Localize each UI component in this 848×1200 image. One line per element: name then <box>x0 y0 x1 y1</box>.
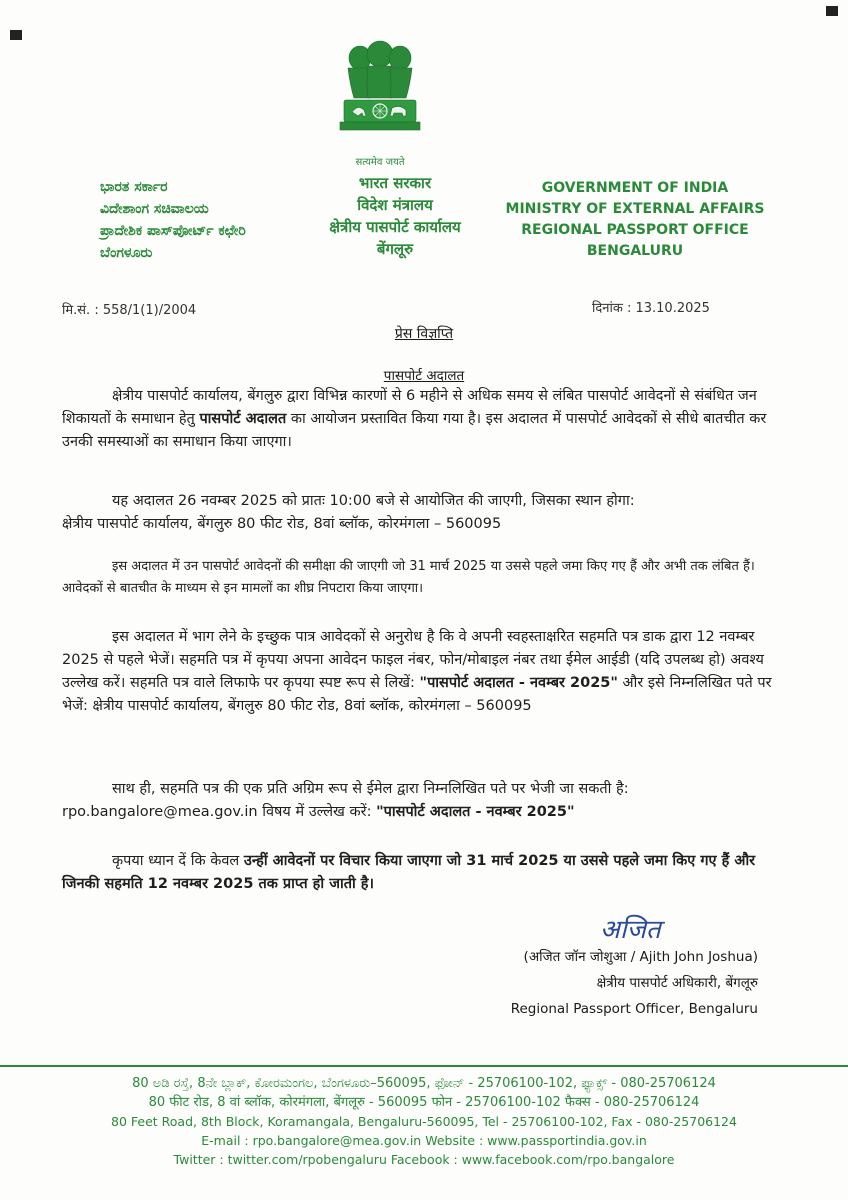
footer-divider <box>0 1065 848 1067</box>
paragraph-text: विषय में उल्लेख करें: <box>257 804 377 820</box>
paragraph-text: का आयोजन प्रस्तावित किया गया है। इस अदालत में पासपोर्ट आवेदकों से सीधे बातचीत कर उनकी समस्याओं का समाधान किया जाएगा। <box>62 411 767 450</box>
header-english-line: REGIONAL PASSPORT OFFICE <box>521 222 749 238</box>
footer-kannada: 80 ಅಡಿ ರಸ್ತೆ, 8ನೇ ಬ್ಲಾಕ್, ಕೋರಮಂಗಲ, ಬೆಂಗಳೂರು–560095, ಫೋನ್ - 25706100-102, ಫ್ಯಾಕ್ಸ್ - 080-25706124 <box>132 1076 716 1091</box>
scan-mark-left <box>10 30 22 40</box>
footer-english: 80 Feet Road, 8th Block, Koramangala, Bengaluru-560095, Tel - 25706100-102, Fax - 080-25706124 <box>111 1114 737 1129</box>
paragraph-text: साथ ही, सहमति पत्र की एक प्रति अग्रिम रूप से ईमेल द्वारा निम्नलिखित पते पर भेजी जा सकती है: <box>112 781 629 797</box>
signature-block <box>511 944 758 1022</box>
paragraph-text: क्षेत्रीय पासपोर्ट कार्यालय, बेंगलुरु 80 फीट रोड, 8वां ब्लॉक, कोरमंगला – 560095 <box>62 516 502 532</box>
footer-contact[interactable]: E-mail : rpo.bangalore@mea.gov.in Website : www.passportindia.gov.in <box>201 1133 647 1148</box>
paragraph-bold: "पासपोर्ट अदालत - नवम्बर 2025" <box>419 675 618 691</box>
document-date: दिनांक : 13.10.2025 <box>592 301 710 316</box>
press-release-title: प्रेस विज्ञप्ति <box>394 326 454 342</box>
paragraph-review <box>62 556 772 600</box>
scan-mark-right <box>826 6 838 16</box>
paragraph-bold: उन्हीं आवेदनों पर विचार किया जाएगा जो 31 मार्च 2025 या उससे पहले जमा किए गए हैं और जिनकी सहमति 12 नवम्बर 2025 तक प्राप्त हो जाती है। <box>62 853 756 892</box>
header-kannada-line: ಭಾರತ ಸರ್ಕಾರ <box>100 179 168 195</box>
paragraph-text: क्षेत्रीय पासपोर्ट कार्यालय, बेंगलुरु द्वारा विभिन्न कारणों से 6 महीने से अधिक समय से लंबित पासपोर्ट आवेदनों से संबंधित जन शिकायतों के समाधान हेतु <box>62 388 757 427</box>
header-english-line: GOVERNMENT OF INDIA <box>541 180 729 196</box>
signatory-name: (अजित जॉन जोशुआ / Ajith John Joshua) <box>523 949 758 965</box>
paragraph-email <box>62 778 772 824</box>
header-english-line: MINISTRY OF EXTERNAL AFFAIRS <box>505 201 765 217</box>
paragraph-text: और इसे निम्नलिखित पते पर भेजें: क्षेत्रीय पासपोर्ट कार्यालय, बेंगलुरु 80 फीट रोड, 8वां ब्लॉक, कोरमंगला – 560095 <box>62 675 772 714</box>
email-link[interactable]: rpo.bangalore@mea.gov.in <box>62 804 258 820</box>
emblem-motto: सत्यमेव जयते <box>355 157 405 168</box>
signatory-designation-hindi: क्षेत्रीय पासपोर्ट अधिकारी, बेंगलूरु <box>596 975 758 991</box>
lion-capital-icon <box>330 40 430 152</box>
paragraph-text: इस अदालत में उन पासपोर्ट आवेदनों की समीक्षा की जाएगी जो 31 मार्च 2025 या उससे पहले जमा किए गए हैं और अभी तक लंबित हैं। आवेदकों से बातचीत के माध्यम से इन मामलों का शीघ्र निपटारा किया जाएगा। <box>62 559 755 596</box>
header-hindi-line: क्षेत्रीय पासपोर्ट कार्यालय <box>329 218 461 236</box>
paragraph-schedule <box>62 490 772 536</box>
header-kannada-line: ವಿದೇಶಾಂಗ ಸಚಿವಾಲಯ <box>100 201 209 217</box>
signatory-designation-english: Regional Passport Officer, Bengaluru <box>510 1001 758 1017</box>
paragraph-bold: "पासपोर्ट अदालत - नवम्बर 2025" <box>376 804 575 820</box>
header-hindi-line: बेंगलूरु <box>376 240 414 258</box>
header-hindi <box>295 172 495 260</box>
header-hindi-line: विदेश मंत्रालय <box>357 196 433 214</box>
reference-number: मि.सं. : 558/1(1)/2004 <box>62 303 197 318</box>
paragraph-bold: पासपोर्ट अदालत <box>199 411 287 427</box>
header-kannada-line: ಪ್ರಾದೇಶಿಕ ಪಾಸ್‌ಪೋರ್ಟ್ ಕಛೇರಿ <box>100 223 246 239</box>
subject-heading: पासपोर्ट अदालत <box>383 368 465 384</box>
signature-scribble: अजित <box>600 915 661 945</box>
header-english <box>505 178 765 262</box>
paragraph-note <box>62 850 772 896</box>
header-hindi-line: भारत सरकार <box>358 174 432 192</box>
footer-hindi: 80 फीट रोड, 8 वां ब्लॉक, कोरमंगला, बेंगलूरु - 560095 फोन - 25706100-102 फैक्स - 080-25706124 <box>148 1095 700 1110</box>
header-kannada-line: ಬೆಂಗಳೂರು <box>100 245 153 261</box>
paragraph-text: कृपया ध्यान दें कि केवल <box>112 853 244 869</box>
paragraph-intro <box>62 385 772 454</box>
footer-social[interactable]: Twitter : twitter.com/rpobengaluru Facebook : www.facebook.com/rpo.bangalore <box>173 1152 675 1167</box>
paragraph-consent <box>62 626 772 718</box>
paragraph-text: यह अदालत 26 नवम्बर 2025 को प्रातः 10:00 बजे से आयोजित की जाएगी, जिसका स्थान होगा: <box>112 493 635 509</box>
national-emblem <box>330 40 430 168</box>
paragraph-text: इस अदालत में भाग लेने के इच्छुक पात्र आवेदकों से अनुरोध है कि वे अपनी स्वहस्ताक्षरित सहमति पत्र डाक द्वारा 12 नवम्बर 2025 से पहले भेजें। सहमति पत्र में कृपया अपना आवेदन फाइल नंबर, फोन/मोबाइल नंबर तथा ईमेल आईडी (यदि उपलब्ध हो) अवश्य उल्लेख करें। सहमति पत्र वाले लिफाफे पर कृपया स्पष्ट रूप से लिखें: <box>62 629 764 691</box>
header-kannada <box>100 176 246 264</box>
header-english-line: BENGALURU <box>586 243 684 259</box>
footer-address <box>0 1074 848 1169</box>
